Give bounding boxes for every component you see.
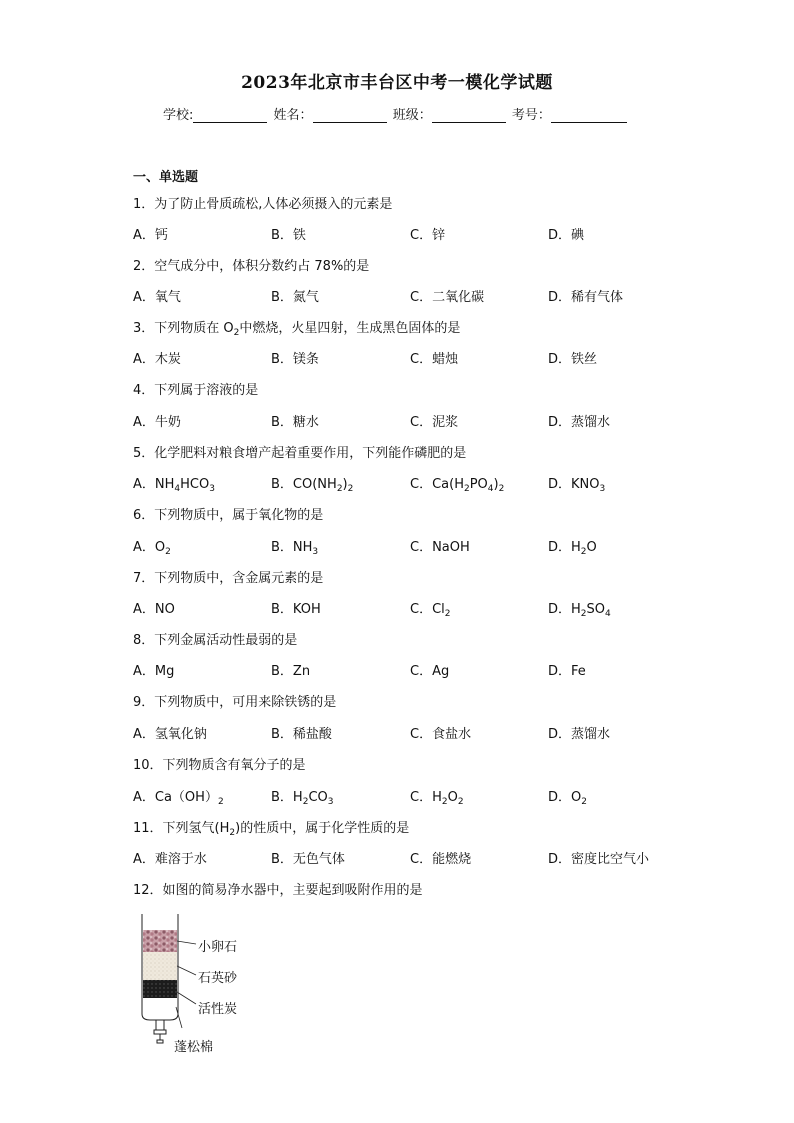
- q10-option-b[interactable]: B．$H_2CO_3$: [271, 790, 334, 807]
- school-label: 学校:: [163, 108, 194, 123]
- name-blank[interactable]: [313, 108, 387, 123]
- q5-option-d[interactable]: D．$KNO_3$: [548, 477, 606, 494]
- q1-option-c[interactable]: C．锌: [410, 228, 446, 243]
- cotton-layer: [143, 998, 177, 1010]
- q8-option-b[interactable]: B．Zn: [271, 664, 311, 679]
- q11-stem-subscript: 2: [229, 828, 236, 838]
- question-6: 6．下列物质中，属于氧化物的是: [133, 508, 324, 523]
- q11-option-b[interactable]: B．无色气体: [271, 852, 345, 867]
- q9-option-c[interactable]: C．食盐水: [410, 727, 472, 742]
- q2-option-a[interactable]: A．氧气: [133, 290, 181, 305]
- label-quartz-sand: 石英砂: [198, 971, 238, 986]
- question-7: 7．下列物质中，含金属元素的是: [133, 571, 324, 586]
- q3-stem-part: 3．下列物质在 O: [133, 321, 234, 336]
- q10-option-c[interactable]: C．$H_2O_2$: [410, 790, 464, 807]
- q11-option-c[interactable]: C．能燃烧: [410, 852, 472, 867]
- pebble-layer: [143, 930, 177, 952]
- question-3: [133, 317, 460, 336]
- school-blank[interactable]: [193, 108, 267, 123]
- q4-option-c[interactable]: C．泥浆: [410, 415, 459, 430]
- q7-option-b[interactable]: B．KOH: [271, 602, 321, 617]
- page-title: 2023年北京市丰台区中考一模化学试题: [241, 73, 553, 93]
- q5-option-c[interactable]: C．$Ca(H_2PO_4)_2$: [410, 477, 505, 494]
- q2-option-b[interactable]: B．氮气: [271, 290, 319, 305]
- question-10: 10．下列物质含有氧分子的是: [133, 758, 306, 773]
- q7-option-c[interactable]: C．$Cl_2$: [410, 602, 451, 619]
- q1-option-a[interactable]: A．钙: [133, 228, 168, 243]
- container-bottom: [142, 1010, 178, 1020]
- q4-option-d[interactable]: D．蒸馏水: [548, 415, 611, 430]
- leader-activated-carbon: [177, 992, 196, 1004]
- outlet-neck: [156, 1020, 164, 1030]
- q11-option-d[interactable]: D．密度比空气小: [548, 852, 650, 867]
- leader-quartz-sand: [177, 966, 196, 975]
- q11-stem-part: )的性质中，属于化学性质的是: [235, 821, 410, 836]
- q11-option-a[interactable]: A．难溶于水: [133, 852, 207, 867]
- q11-stem-part: 11．下列氢气(H: [133, 821, 230, 836]
- question-2: 2．空气成分中，体积分数约占 78%的是: [133, 259, 370, 274]
- class-blank[interactable]: [432, 108, 506, 123]
- question-12: 12．如图的简易净水器中，主要起到吸附作用的是: [133, 883, 423, 898]
- student-info-row: [163, 104, 629, 123]
- q7-option-d[interactable]: D．$H_2SO_4$: [548, 602, 611, 619]
- question-9: 9．下列物质中，可用来除铁锈的是: [133, 695, 337, 710]
- outlet-cap: [154, 1030, 166, 1034]
- class-label: 班级：: [392, 108, 432, 123]
- q6-option-d[interactable]: D．$H_2O$: [548, 540, 597, 557]
- question-4: 4．下列属于溶液的是: [133, 383, 259, 398]
- quartz-sand-layer: [143, 952, 177, 980]
- q3-option-d[interactable]: D．铁丝: [548, 352, 598, 367]
- label-pebbles: 小卵石: [198, 940, 238, 955]
- q6-option-c[interactable]: C．NaOH: [410, 540, 470, 555]
- q1-option-d[interactable]: D．碘: [548, 228, 585, 243]
- q3-stem-part: 中燃烧，火星四射，生成黑色固体的是: [239, 321, 461, 336]
- exam-number-label: 考号：: [511, 108, 551, 123]
- question-8: 8．下列金属活动性最弱的是: [133, 633, 298, 648]
- question-1: 1．为了防止骨质疏松,人体必须摄入的元素是: [133, 197, 393, 212]
- activated-carbon-layer: [143, 980, 177, 998]
- q5-option-b[interactable]: B．$CO(NH_2)_2$: [271, 477, 354, 494]
- question-5: 5．化学肥料对粮食增产起着重要作用，下列能作磷肥的是: [133, 446, 467, 461]
- question-11: [133, 817, 409, 836]
- q6-option-a[interactable]: A．$O_2$: [133, 540, 171, 557]
- q4-option-a[interactable]: A．牛奶: [133, 415, 181, 430]
- name-label: 姓名：: [273, 108, 313, 123]
- q7-option-a[interactable]: A．NO: [133, 602, 175, 617]
- q8-option-c[interactable]: C．Ag: [410, 664, 450, 679]
- outlet-tip: [157, 1040, 163, 1043]
- q2-option-d[interactable]: D．稀有气体: [548, 290, 624, 305]
- q3-stem-subscript: 2: [233, 328, 240, 338]
- q10-option-a[interactable]: A．$Ca(OH)_2$: [133, 790, 224, 807]
- section-title: 一、单选题: [133, 170, 199, 185]
- q5-option-a[interactable]: A．$NH_4HCO_3$: [133, 477, 215, 494]
- q8-option-d[interactable]: D．Fe: [548, 664, 586, 679]
- q9-option-a[interactable]: A．氢氧化钠: [133, 727, 207, 742]
- q1-option-b[interactable]: B．铁: [271, 228, 306, 243]
- q9-option-b[interactable]: B．稀盐酸: [271, 727, 332, 742]
- q3-option-b[interactable]: B．镁条: [271, 352, 319, 367]
- q4-option-b[interactable]: B．糖水: [271, 415, 319, 430]
- q8-option-a[interactable]: A．Mg: [133, 664, 175, 679]
- label-cotton: 蓬松棉: [174, 1040, 214, 1055]
- q3-option-c[interactable]: C．蜡烛: [410, 352, 459, 367]
- exam-number-blank[interactable]: [551, 108, 627, 123]
- q3-option-a[interactable]: A．木炭: [133, 352, 181, 367]
- q10-option-d[interactable]: D．$O_2$: [548, 790, 587, 807]
- q2-option-c[interactable]: C．二氧化碳: [410, 290, 485, 305]
- label-activated-carbon: 活性炭: [198, 1002, 238, 1017]
- leader-pebbles: [177, 941, 196, 944]
- q6-option-b[interactable]: B．$NH_3$: [271, 540, 319, 557]
- q9-option-d[interactable]: D．蒸馏水: [548, 727, 611, 742]
